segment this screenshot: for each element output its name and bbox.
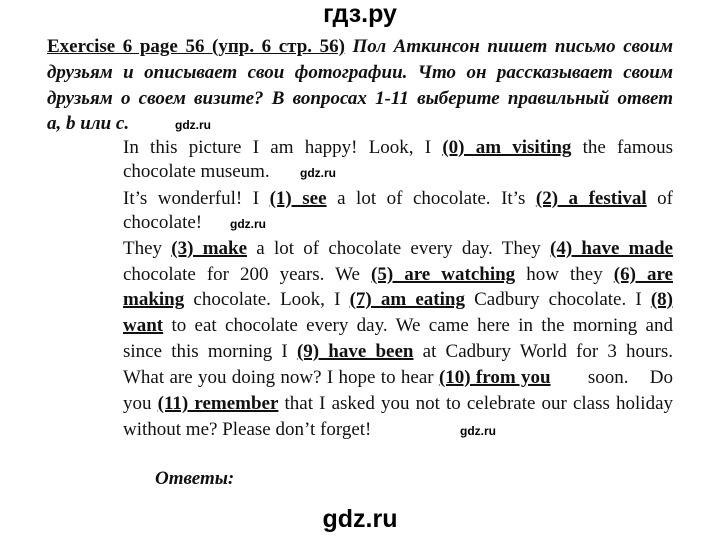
answer-highlight: (9) have been (296, 341, 414, 362)
answer-highlight: (3) make (171, 238, 248, 259)
site-logo-header: гдз.ру (323, 0, 397, 28)
answer-highlight: (0) am visiting (442, 137, 572, 158)
letter-text-segment: at Cadbury World for 3 hours. (413, 341, 674, 362)
letter-text-segment: They (123, 238, 172, 259)
watermark: gdz.ru (300, 166, 336, 180)
letter-line (123, 289, 673, 311)
letter-line (123, 419, 673, 441)
exercise-heading (47, 36, 673, 58)
letter-text-segment: It’s wonderful! I (123, 188, 270, 209)
letter-text-segment: In this picture I am happy! Look, I (123, 137, 443, 158)
letter-text-segment: of (646, 188, 673, 209)
letter-line (123, 188, 673, 210)
letter-text-segment: chocolate. Look, I (184, 289, 350, 310)
letter-text-segment: chocolate! (123, 212, 203, 233)
watermark: gdz.ru (175, 118, 211, 132)
answer-highlight: (11) remember (157, 393, 279, 414)
letter-line (123, 315, 673, 337)
letter-text-segment: to eat chocolate every day. We came here in the morning and (163, 315, 673, 336)
letter-text-segment: how they (515, 264, 614, 285)
answer-highlight: want (123, 315, 164, 336)
instruction-text: Пол Аткинсон пишет письмо своим (344, 36, 673, 57)
letter-text-segment: Cadbury chocolate. I (464, 289, 651, 310)
letter-line (123, 238, 673, 260)
letter-line (123, 212, 673, 234)
letter-text-segment: you (123, 393, 158, 414)
letter-line (123, 137, 673, 159)
letter-line (123, 393, 673, 415)
letter-text-segment: What are you doing now? I hope to hear (123, 367, 439, 388)
letter-text-segment: a lot of chocolate. It’s (326, 188, 536, 209)
answer-highlight: (10) from you (438, 367, 551, 388)
answer-highlight: (1) see (269, 188, 327, 209)
letter-text-segment: chocolate for 200 years. We (123, 264, 372, 285)
answer-highlight: making (123, 289, 185, 310)
letter-line (123, 367, 673, 389)
letter-text-segment: that I asked you not to celebrate our class holiday (278, 393, 674, 414)
answer-highlight: (2) a festival (535, 188, 647, 209)
answer-highlight: (8) (650, 289, 673, 310)
watermark: gdz.ru (460, 424, 496, 438)
watermark: gdz.ru (230, 217, 266, 231)
answer-highlight: (4) have made (550, 238, 673, 259)
instruction-line: друзьям о своем визите? В вопросах 1-11 выберите правильный ответ (47, 88, 673, 109)
letter-text-segment: since this morning I (123, 341, 297, 362)
instruction-line: a, b или c. (47, 113, 130, 134)
letter-text-segment: a lot of chocolate every day. They (247, 238, 550, 259)
letter-text-segment: chocolate museum. (123, 161, 270, 182)
letter-line (123, 264, 673, 286)
letter-line (123, 161, 673, 183)
letter-text-segment: without me? Please don’t forget! (123, 419, 372, 440)
letter-text-segment: soon. Do (550, 367, 673, 388)
answer-highlight: (6) are (613, 264, 673, 285)
letter-line (123, 341, 673, 363)
site-logo-footer: gdz.ru (322, 505, 398, 533)
answers-label: Ответы: (155, 468, 235, 489)
answer-highlight: (7) am eating (349, 289, 465, 310)
letter-text-segment: the famous (571, 137, 673, 158)
exercise-title: Exercise 6 page 56 (упр. 6 стр. 56) (47, 36, 345, 57)
instruction-line: друзьям и описывает свои фотографии. Что он рассказывает своим (47, 62, 673, 83)
answer-highlight: (5) are watching (371, 264, 516, 285)
